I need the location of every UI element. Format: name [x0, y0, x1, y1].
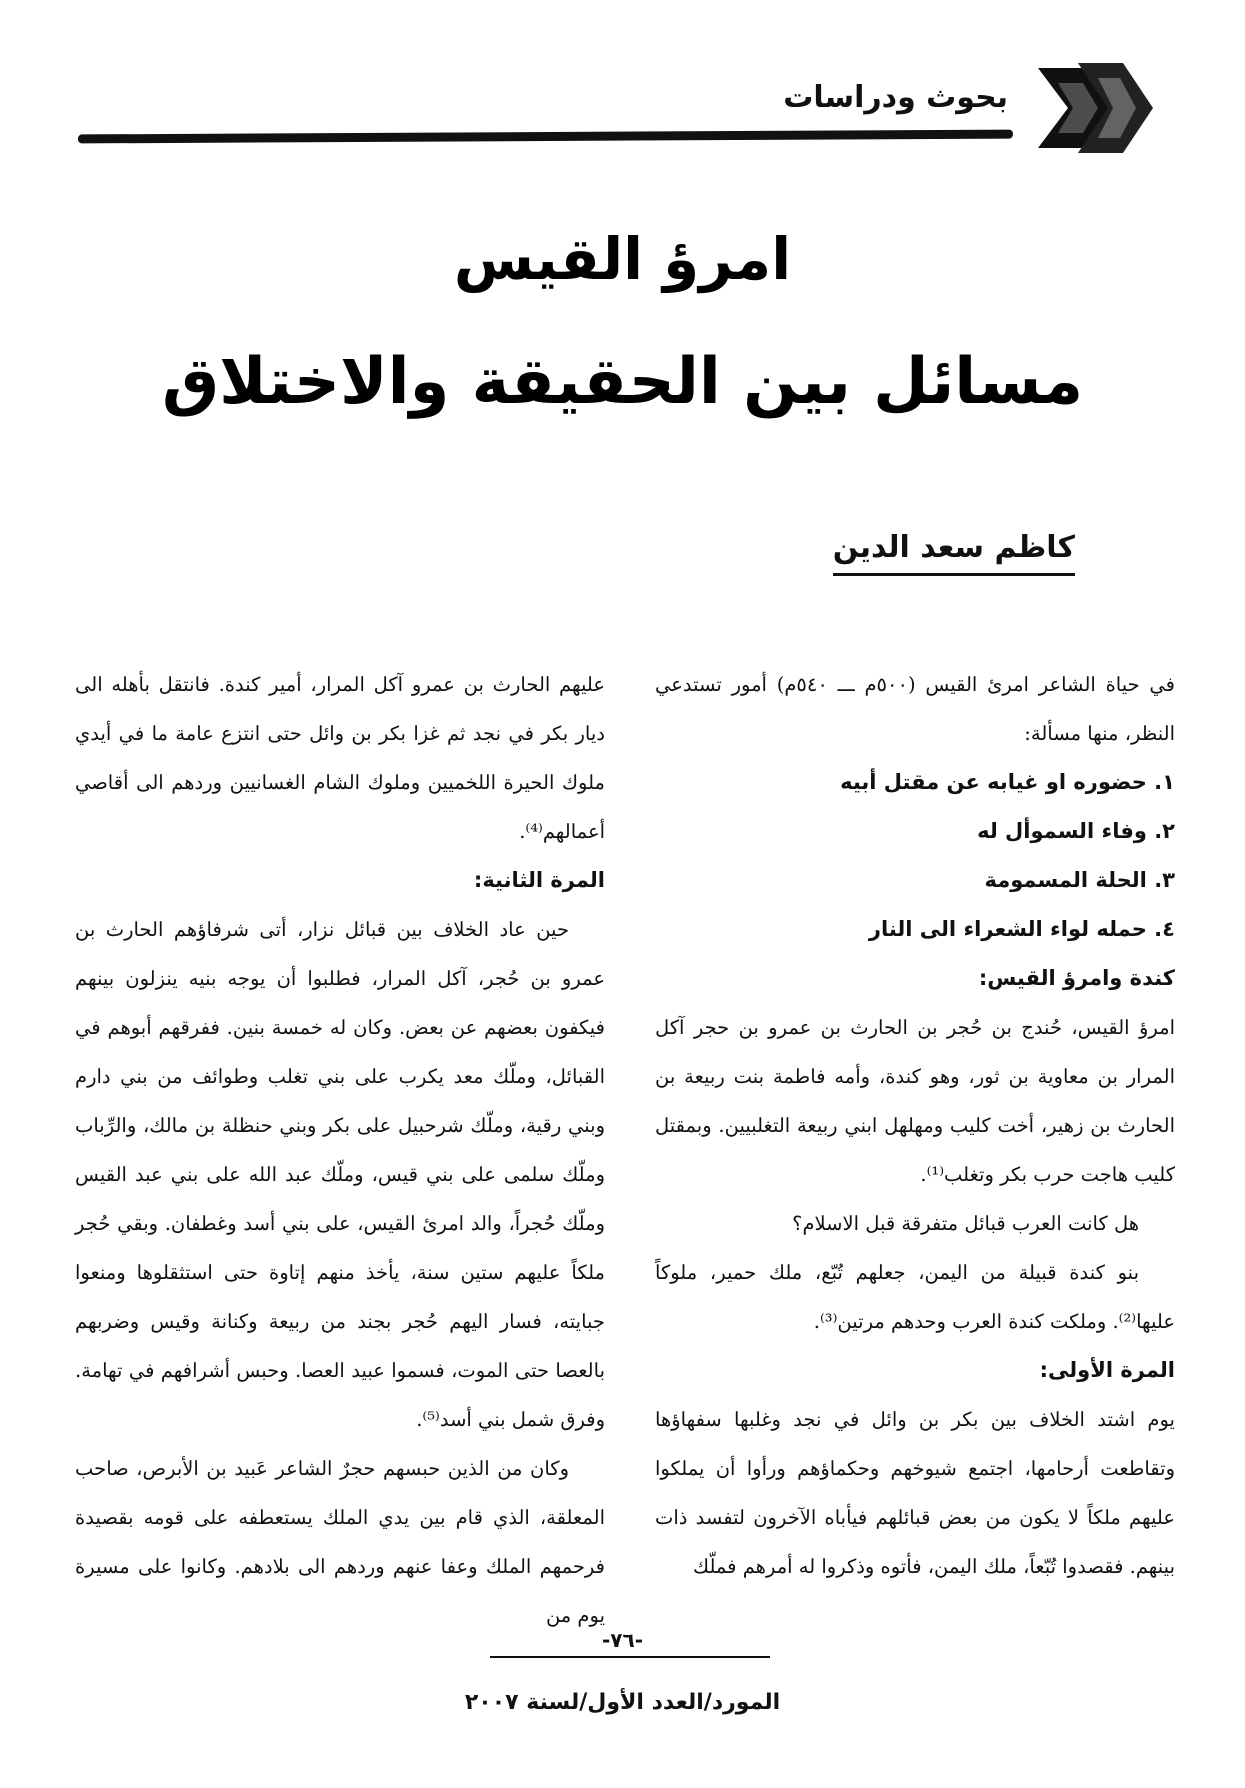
article-subtitle: مسائل بين الحقيقة والاختلاق [161, 345, 1084, 419]
article-title: امرؤ القيس [453, 225, 792, 293]
paragraph: بنو كندة قبيلة من اليمن، جعلهم تُبّع، ملك حمير، ملوكاً عليها⁽²⁾. وملكت كندة العرب وحدهم مرتين⁽³⁾. [655, 1261, 1175, 1333]
list-item: ٣. الحلة المسمومة [984, 868, 1175, 892]
journal-chevron-logo [1028, 58, 1158, 158]
header-rule [78, 130, 1013, 144]
paragraph-question: هل كانت العرب قبائل متفرقة قبل الاسلام؟ [792, 1212, 1139, 1235]
section-heading: كندة وامرؤ القيس: [978, 966, 1175, 990]
article-author: كاظم سعد الدين [833, 530, 1075, 576]
paragraph: عليهم الحارث بن عمرو آكل المرار، أمير كندة. فانتقل بأهله الى ديار بكر في نجد ثم غزا بكر بن وائل حتى انتزع عامة ما في أيدي ملوك الحيرة اللخميين وملوك الشام الغسانيين وردهم الى أقاصي أعمالهم⁽⁴⁾. [75, 673, 605, 843]
section-label: بحوث ودراسات [783, 80, 1008, 115]
paragraph: حين عاد الخلاف بين قبائل نزار، أتى شرفاؤهم الحارث بن عمرو بن حُجر، آكل المرار، فطلبوا أن يوجه بنيه ينزلون بينهم فيكفون بعضهم عن بعض. وكان له خمسة بنين. ففرقهم أبوهم في القبائل، وملّك معد يكرب على بني تغلب وطوائف من بني دارم وبني رقية، وملّك شرحبيل على بكر وبني حنظلة بن مالك، والرِّباب وملّك سلمى على بني قيس، وملّك عبد الله على بني عبد القيس وملّك حُجراً، والد امرئ القيس، على بني أسد وغطفان. وبقي حُجر ملكاً عليهم ستين سنة، يأخذ منهم إتاوة حتى استثقلوها ومنعوا جبايته، فسار اليهم حُجر بجند من ربيعة وكنانة وقيس وضربهم بالعصا حتى الموت، فسموا عبيد العصا. وحبس أشرافهم في تهامة. وفرق شمل بني أسد⁽⁵⁾. [75, 918, 605, 1431]
right-column [655, 660, 1175, 1591]
page-header [78, 58, 1178, 158]
section-heading: المرة الثانية: [473, 868, 605, 892]
footer-rule [490, 1656, 770, 1658]
list-item: ٢. وفاء السموأل له [977, 819, 1175, 843]
left-column [75, 660, 605, 1640]
list-item: ١. حضوره او غيابه عن مقتل أبيه [840, 770, 1175, 794]
journal-issue-line: المورد/العدد الأول/لسنة ٢٠٠٧ [464, 1690, 781, 1715]
paragraph: امرؤ القيس، حُندج بن حُجر بن الحارث بن عمرو بن حجر آكل المرار بن معاوية بن ثور، وهو كندة، وأمه فاطمة بنت ربيعة بن الحارث بن زهير، أخت كليب ومهلهل ابني ربيعة التغلبيين. وبمقتل كليب هاجت حرب بكر وتغلب⁽¹⁾. [655, 1016, 1175, 1186]
page-number: -٧٦- [601, 1628, 644, 1652]
paragraph: وكان من الذين حبسهم حجرٌ الشاعر عَبيد بن الأبرص، صاحب المعلقة، الذي قام بين يدي الملك يستعطفه على قومه بقصيدة فرحمهم الملك وعفا عنهم وردهم الى بلادهم. وكانوا على مسيرة يوم من [75, 1457, 605, 1627]
paragraph: يوم اشتد الخلاف بين بكر بن وائل في نجد وغلبها سفهاؤها وتقاطعت أرحامها، اجتمع شيوخهم وحكماؤهم ورأوا أن يملكوا عليهم ملكاً لا يكون من بعض قبائلهم فيأباه الآخرون لتفسد ذات بينهم. فقصدوا تُبّعاً، ملك اليمن، فأتوه وذكروا له أمرهم فملّك [655, 1408, 1175, 1578]
paragraph-intro: في حياة الشاعر امرئ القيس (٥٠٠م ـــ ٥٤٠م) أمور تستدعي النظر، منها مسألة: [655, 673, 1175, 745]
list-item: ٤. حمله لواء الشعراء الى النار [868, 917, 1175, 941]
section-heading: المرة الأولى: [1039, 1358, 1175, 1382]
